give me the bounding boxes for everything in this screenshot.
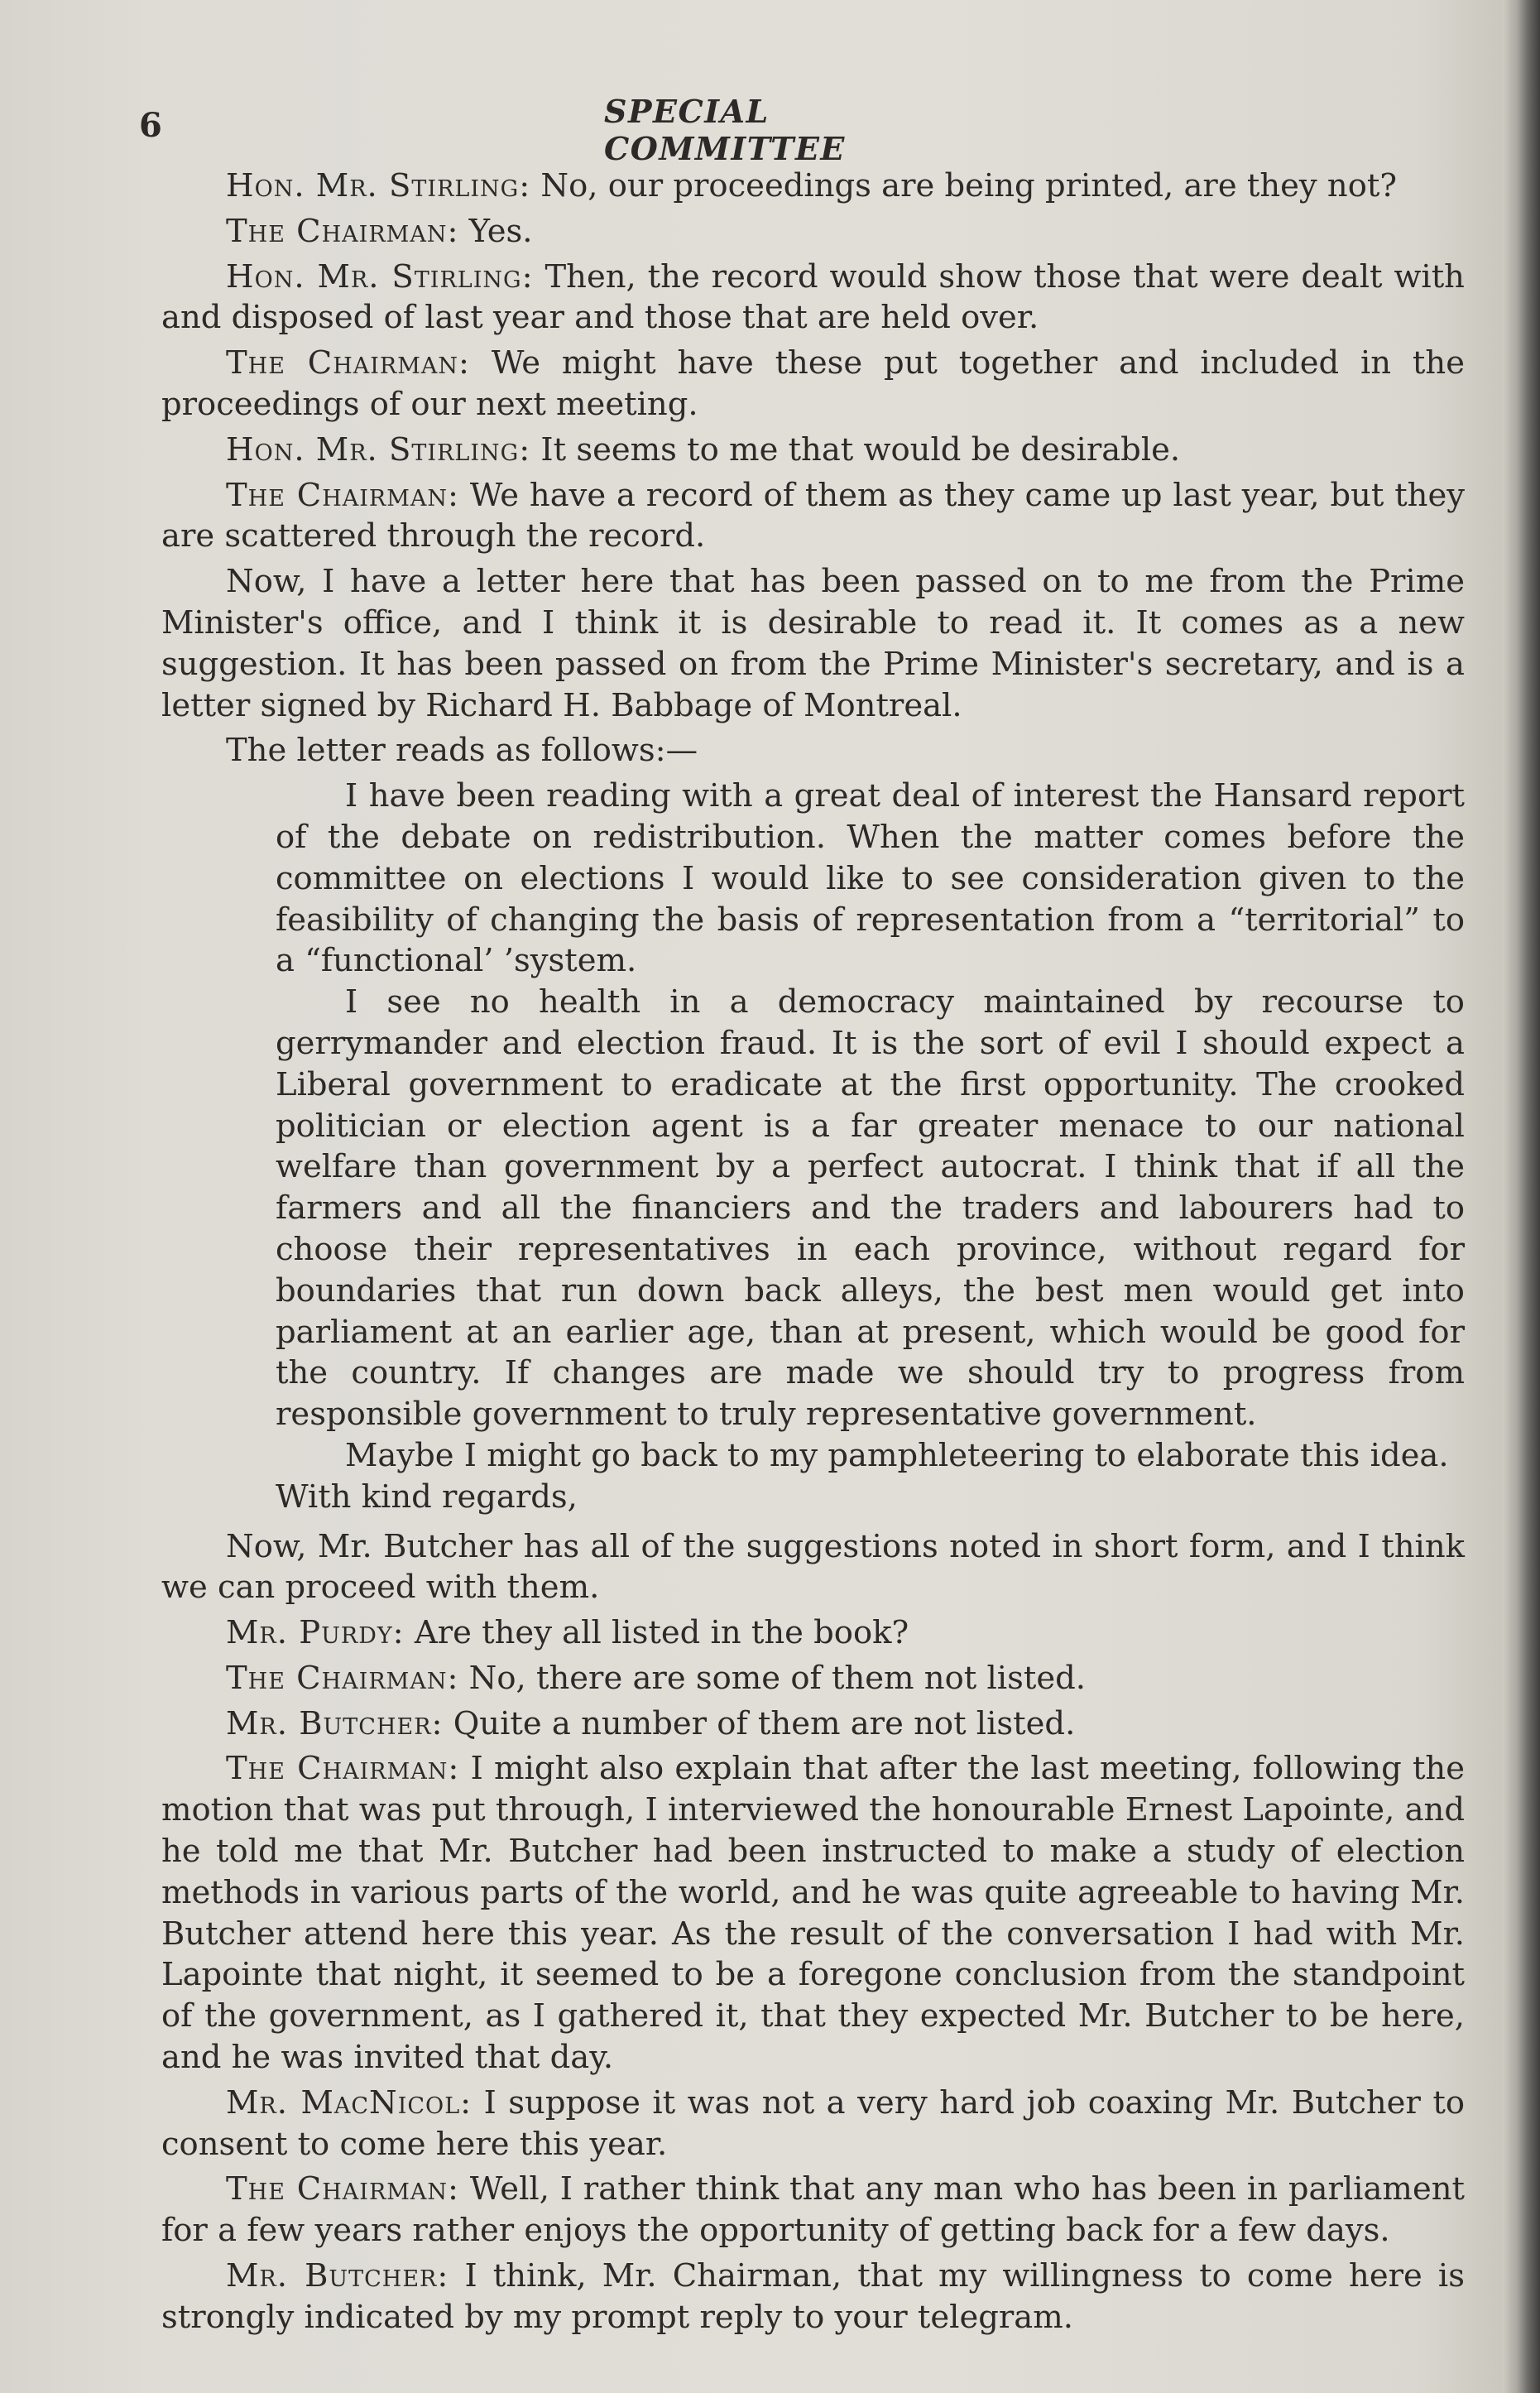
paragraph-text: Yes. (458, 212, 533, 250)
paragraph (161, 1526, 1465, 1609)
speaker: Mr. Butcher: (226, 1704, 444, 1742)
speaker: The Chairman: (226, 476, 460, 514)
paragraph-text: Now, Mr. Butcher has all of the suggestions noted in short form, and I think we can proceed with them. (161, 1527, 1465, 1607)
paragraph-text: We might have these put together and included in the proceedings of our next meeting. (161, 344, 1465, 423)
paragraph-text: I might also explain that after the last meeting, following the motion that was put through, I interviewed the honourable Ernest Lapointe, and he told me that Mr. Butcher had been instructed to make a study of election methods in various parts of the world, and he was quite agreeable to having Mr. Butcher attend here this year. As the result of the conversation I had with Mr. Lapointe that night, it seemed to be a foregone conclusion from the standpoint of the government, as I gathered it, that they expected Mr. Butcher to be here, and he was invited that day. (161, 1750, 1465, 2077)
speaker: Mr. Purdy: (226, 1614, 405, 1652)
speaker: Hon. Mr. Stirling: (226, 257, 534, 296)
book-spine-shadow (1502, 0, 1540, 2393)
paragraph (161, 2083, 1465, 2165)
speaker: Hon. Mr. Stirling: (226, 167, 531, 204)
paragraph (161, 1612, 1465, 1654)
speaker: The Chairman: (226, 212, 459, 250)
paragraph-text: I suppose it was not a very hard job coaxing Mr. Butcher to consent to come here this year. (161, 2083, 1466, 2163)
letter-closing: With kind regards, (276, 1478, 578, 1516)
paragraph (161, 211, 1465, 252)
paragraph-text: Now, I have a letter here that has been passed on to me from the Prime Minister's office, and I think it is desirable to read it. It comes as a new suggestion. It has been passed on from the Prime Minister's secretary, and is a letter signed by Richard H. Babbage of Montreal. (161, 563, 1465, 724)
speaker: Mr. MacNicol: (226, 2083, 473, 2122)
body-text (161, 166, 1465, 2343)
letter-paragraph: Maybe I might go back to my pamphleteering to elaborate this idea. (345, 1436, 1449, 1474)
paragraph (161, 343, 1465, 425)
speaker: Hon. Mr. Stirling: (226, 430, 531, 469)
paragraph-text: Quite a number of them are not listed. (443, 1704, 1076, 1742)
paragraph (161, 430, 1465, 471)
speaker: The Chairman: (226, 1750, 460, 1788)
speaker: Mr. Butcher: (226, 2257, 449, 2295)
paragraph-text: Then, the record would show those that were dealt with and disposed of last year and those that are held over. (161, 257, 1465, 337)
paragraph (161, 2256, 1465, 2338)
speaker: The Chairman: (226, 344, 471, 382)
paragraph (161, 2169, 1465, 2251)
paragraph-text: No, there are some of them not listed. (458, 1659, 1086, 1697)
paragraph-text: Are they all listed in the book? (404, 1614, 909, 1652)
paragraph (161, 1748, 1465, 2078)
paragraph-text: It seems to me that would be desirable. (530, 430, 1181, 469)
letter-paragraph: I see no health in a democracy maintained by recourse to gerrymander and election fraud. It is the sort of evil I should expect a Liberal government to eradicate at the first opportunity. The crooked politician or election agent is a far greater menace to our national welfare than government by a perfect autocrat. I think that if all the farmers and all the financiers and the traders and labourers had to choose their representatives in each province, without regard for boundaries that run down back alleys, the best men would get into parliament at an earlier age, than at present, which would be good for the country. If changes are made we should try to progress from responsible government to truly representative government. (276, 983, 1465, 1434)
paragraph (161, 475, 1465, 558)
paragraph (161, 257, 1465, 339)
paragraph-text: The letter reads as follows:— (226, 732, 698, 770)
speaker: The Chairman: (226, 2170, 460, 2208)
letter-paragraph: I have been reading with a great deal of interest the Hansard report of the debate on redistribution. When the matter comes before the committee on elections I would like to see consideration given to the feasibility of changing the basis of representation from a “territorial” to a “functional’ ’system. (276, 777, 1465, 980)
paragraph-text: Well, I rather think that any man who has been in parliament for a few years rather enjoys the opportunity of getting back for a few days. (161, 2170, 1465, 2250)
paragraph-text: We have a record of them as they came up last year, but they are scattered through the record. (161, 476, 1465, 555)
paragraph (161, 730, 1465, 771)
paragraph (161, 1658, 1465, 1699)
quoted-letter (161, 776, 1465, 1517)
paragraph-text: No, our proceedings are being printed, are they not? (530, 167, 1397, 204)
running-head: SPECIAL COMMITTEE (604, 93, 846, 167)
paragraph-text: I think, Mr. Chairman, that my willingness to come here is strongly indicated by my prompt reply to your telegram. (161, 2257, 1465, 2336)
paragraph (161, 561, 1465, 726)
paragraph (161, 166, 1465, 207)
page-number: 6 (139, 106, 162, 145)
paragraph (161, 1703, 1465, 1745)
speaker: The Chairman: (226, 1659, 459, 1697)
